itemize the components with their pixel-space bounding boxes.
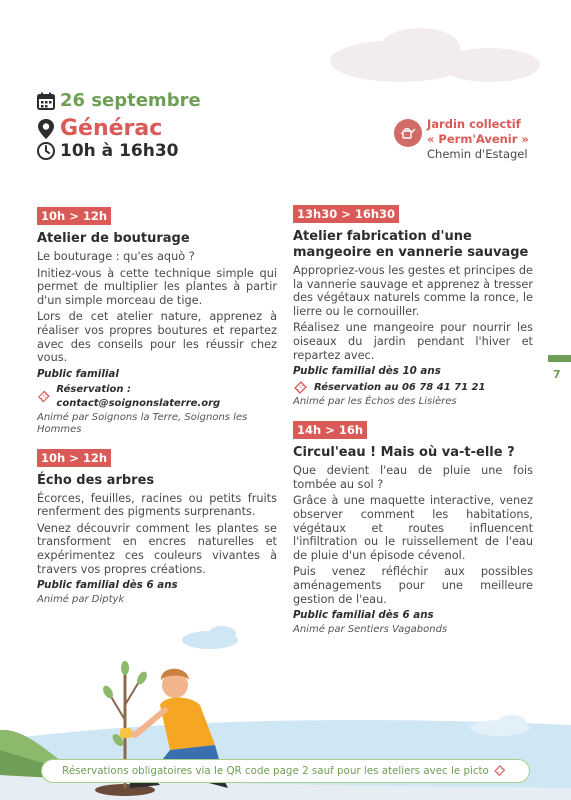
location-pin-icon — [36, 118, 56, 140]
ticket-icon — [37, 390, 53, 404]
reservation — [293, 381, 533, 395]
workshop-circuleau — [293, 421, 533, 636]
reservation — [37, 383, 277, 410]
page-number: 7 — [553, 368, 561, 381]
workshop-title: Atelier fabrication d'une mangeoire en vannerie sauvage — [293, 229, 529, 260]
venue-block — [427, 117, 529, 162]
event-city-text: Générac — [60, 116, 163, 141]
audience: Public familial — [37, 367, 119, 380]
animator: Animé par Soignons la Terre, Soignons les Hommes — [37, 411, 248, 436]
workshop-description — [293, 264, 533, 362]
cloud-top-right-3 — [440, 48, 540, 82]
clock-icon — [36, 141, 56, 161]
paragraph: Le bouturage : qu'es aquò ? — [37, 250, 195, 263]
venue-name: « Perm'Avenir » — [427, 132, 529, 146]
workshop-vannerie — [293, 205, 533, 408]
reservation-text: Réservation : contact@soignonslaterre.org — [56, 384, 221, 409]
event-city — [36, 116, 162, 141]
time-badge: 10h > 12h — [37, 207, 111, 225]
workshop-description — [293, 464, 533, 606]
paragraph: Lors de cet atelier nature, apprenez à réaliser vos propres boutures et repartez avec des conseils pour les réussir chez vous. — [37, 310, 277, 365]
animator: Animé par Diptyk — [37, 593, 125, 605]
event-date-text: 26 septembre — [60, 90, 201, 111]
workshop-title: Circul'eau ! Mais où va-t-elle ? — [293, 445, 515, 461]
event-time — [36, 141, 179, 161]
reservation-text: Réservation au 06 78 41 71 21 — [314, 381, 486, 393]
paragraph: Que devient l'eau de pluie une fois tombée au sol ? — [293, 464, 533, 491]
ticket-icon — [493, 765, 509, 777]
paragraph: Puis venez réfléchir aux possibles aménagements pour une meilleure gestion de l'eau. — [293, 565, 533, 606]
workshop-title: Écho des arbres — [37, 472, 155, 488]
venue-type: Jardin collectif — [427, 117, 521, 131]
page-marker — [548, 355, 571, 362]
workshop-title: Atelier de bouturage — [37, 231, 190, 246]
footer-note — [41, 759, 530, 783]
time-badge: 10h > 12h — [37, 449, 111, 467]
audience: Public familial dès 10 ans — [293, 365, 441, 378]
event-date — [36, 90, 201, 111]
watering-can-icon — [394, 119, 422, 147]
paragraph: Venez découvrir comment les plantes se transforment en encres naturelles et expérimentez ces couleurs vivantes à travers vos propres créations. — [37, 521, 277, 576]
paragraph: Initiez-vous à cette technique simple qui permet de multiplier les plantes à partir d'un simple morceau de tige. — [37, 266, 277, 307]
animator: Animé par Sentiers Vagabonds — [293, 623, 448, 635]
calendar-icon — [36, 91, 56, 111]
paragraph: Appropriez-vous les gestes et principes de la vannerie sauvage et apprenez à tresser des végétaux naturels comme la ronce, le lierre ou le cornouiller. — [293, 264, 533, 318]
workshop-bouturage — [37, 207, 277, 437]
time-badge: 13h30 > 16h30 — [293, 205, 399, 223]
ticket-icon — [293, 381, 311, 395]
workshop-description — [37, 250, 277, 365]
time-badge: 14h > 16h — [293, 421, 367, 439]
audience: Public familial dès 6 ans — [293, 609, 434, 622]
workshop-description — [37, 492, 277, 577]
venue-address: Chemin d'Estagel — [427, 147, 528, 161]
event-time-text: 10h à 16h30 — [60, 141, 179, 161]
paragraph: Écorces, feuilles, racines ou petits fruits renferment des pigments surprenants. — [37, 491, 277, 519]
paragraph: Réalisez une mangeoire pour nourrir les oiseaux du jardin pendant l'hiver et repartez avec. — [293, 321, 533, 362]
workshop-echo-arbres — [37, 449, 277, 607]
paragraph: Grâce à une maquette interactive, venez observer comment les habitations, végétaux et routes influencent l'infiltration ou le ruissellement de l'eau de pluie d'un épisode cévenol. — [293, 494, 533, 562]
left-column — [37, 207, 277, 606]
audience: Public familial dès 6 ans — [37, 579, 178, 592]
footer-text: Réservations obligatoires via le QR code page 2 sauf pour les ateliers avec le picto — [62, 765, 489, 777]
right-column — [293, 205, 533, 636]
animator: Animé par les Échos des Lisières — [293, 395, 457, 407]
